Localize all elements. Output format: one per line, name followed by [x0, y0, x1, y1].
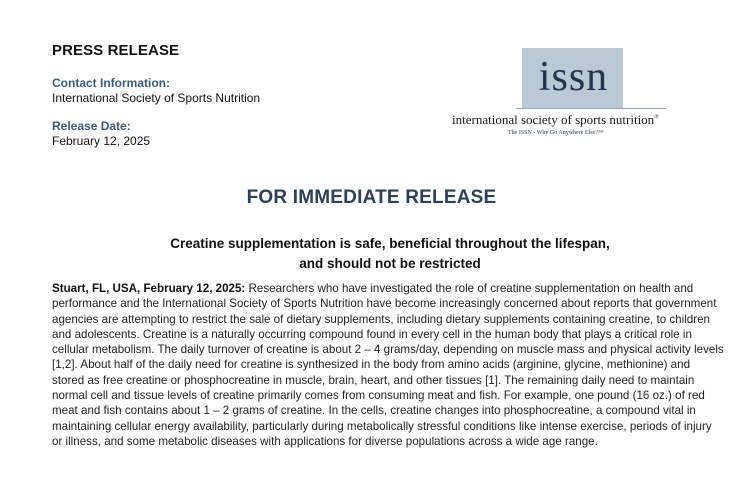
logo-trademark: ® — [654, 114, 659, 121]
logo-tagline: The ISSN - Why Go Anywhere Else?™ — [508, 130, 604, 136]
headline-line-1: Creatine supplementation is safe, beneficial throughout the lifespan, — [170, 236, 610, 251]
press-release-title: PRESS RELEASE — [52, 42, 180, 59]
release-date-value: February 12, 2025 — [52, 134, 151, 148]
headline-line-2: and should not be restricted — [299, 256, 481, 271]
contact-info-label: Contact Information: — [52, 76, 170, 90]
logo-divider — [516, 108, 666, 109]
logo-wordmark: issn — [538, 54, 609, 100]
headline — [60, 234, 720, 274]
release-date-label: Release Date: — [52, 119, 131, 133]
dateline: Stuart, FL, USA, February 12, 2025: — [52, 282, 246, 295]
contact-info-value: International Society of Sports Nutrition — [52, 91, 261, 105]
body-text: Researchers who have investigated the role of creatine supplementation on health and performance and the International Society of Sports Nutrition have become increasingly concerned about reports that government agencies are attempting to restrict the sale of dietary supplements, including dietary supplements containing creatine, to children and adolescents. Creatine is a naturally occurring compound found in every cell in the human body that plays a critical role in cellular metabolism. The daily turnover of creatine is about 2 – 4 grams/day, depending on muscle mass and physical activity levels [1,2]. About half of the daily need for creatine is synthesized in the body from amino acids (arginine, glycine, methionine) and stored as free creatine or phosphocreatine in muscle, brain, heart, and other tissues [1]. The remaining daily need to maintain normal cell and tissue levels of creatine primarily comes from consuming meat and fish. For example, one pound (16 oz.) of red meat and fish contains about 1 – 2 grams of creatine. In the cells, creatine changes into phosphocreatine, a compound vital in maintaining cellular energy availability, particularly during metabolically stressful conditions like intense exercise, periods of injury or illness, and some metabolic diseases with applications for diverse populations across a wide age range. — [52, 282, 724, 448]
body-paragraph — [52, 281, 724, 449]
issn-logo — [446, 48, 696, 148]
logo-name-text: international society of sports nutrition — [452, 112, 655, 127]
logo-organization-name — [452, 112, 692, 128]
release-banner: FOR IMMEDIATE RELEASE — [246, 187, 497, 208]
